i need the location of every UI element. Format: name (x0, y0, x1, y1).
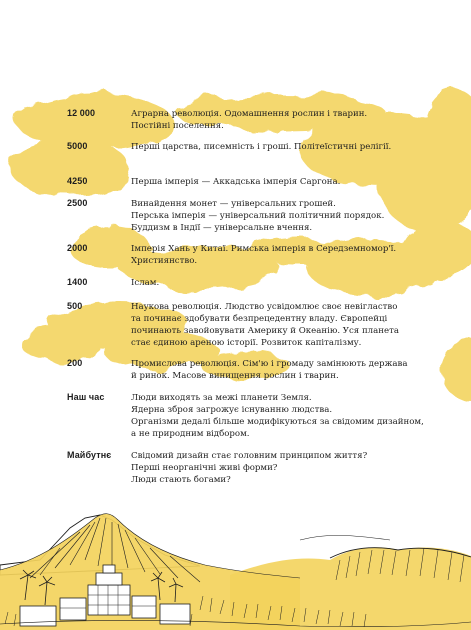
timeline-year: Наш час (67, 392, 105, 402)
timeline-year: 4250 (67, 176, 88, 186)
timeline-line: й ринок. Масове винищення рослин і тварин. (131, 371, 339, 382)
timeline-line: Перша імперія — Аккадська імперія Саргона. (131, 177, 341, 187)
timeline-line: Люди стають богами? (131, 475, 231, 486)
timeline-line: Люди виходять за межі планети Земля. (131, 393, 312, 403)
timeline-year: 12 000 (67, 108, 96, 118)
timeline-line: Буддизм в Індії — універсальне вчення. (131, 223, 313, 234)
timeline-year: 2500 (67, 198, 88, 208)
timeline-description (131, 243, 451, 267)
timeline-description (131, 301, 451, 349)
timeline-line: Перська імперія — універсальний політичний порядок. (131, 211, 385, 222)
mountain-landscape-illustration (0, 514, 471, 630)
timeline-description (131, 277, 451, 289)
timeline-line: Ядерна зброя загрожує існуванню людства. (131, 405, 333, 416)
timeline-line: Організми дедалі більше модифікуються за свідомим дизайном, (131, 417, 424, 428)
timeline-line: а не природним відбором. (131, 429, 250, 440)
timeline-description (131, 198, 451, 234)
timeline-year: 1400 (67, 277, 88, 287)
timeline-line: стає єдиною ареною історії. Розвиток капіталізму. (131, 338, 362, 349)
timeline-description (131, 450, 451, 486)
timeline-description (131, 176, 451, 188)
timeline-line: Винайдення монет — універсальних грошей. (131, 199, 336, 209)
timeline-year: 200 (67, 358, 83, 368)
timeline-description (131, 358, 451, 382)
timeline-line: починають завойовувати Америку й Океанію. Уся планета (131, 326, 399, 337)
timeline-line: Перші царства, писемність і гроші. Політеїстичні релігії. (131, 142, 392, 152)
timeline-line: та починає здобувати безпрецедентну владу. Європейці (131, 314, 388, 325)
timeline-year: 2000 (67, 243, 88, 253)
timeline-line: Іслам. (131, 278, 160, 288)
timeline-year: Майбутнє (67, 450, 112, 460)
timeline-line: Перші неорганічні живі форми? (131, 463, 278, 474)
timeline-description (131, 141, 451, 153)
timeline-description (131, 108, 451, 132)
timeline-line: Постійні поселення. (131, 121, 224, 132)
timeline-line: Імперія Хань у Китаї. Римська імперія в Середземномор'ї. (131, 244, 397, 254)
timeline-line: Промислова революція. Сім'ю і громаду замінюють держава (131, 359, 408, 369)
timeline-line: Християнство. (131, 256, 198, 267)
timeline-line: Свідомий дизайн стає головним принципом життя? (131, 451, 368, 461)
timeline-year: 500 (67, 301, 83, 311)
timeline-year: 5000 (67, 141, 88, 151)
timeline-line: Наукова революція. Людство усвідомлює своє невігластво (131, 302, 398, 312)
timeline-line: Аграрна революція. Одомашнення рослин і тварин. (131, 109, 368, 119)
timeline-description (131, 392, 451, 440)
